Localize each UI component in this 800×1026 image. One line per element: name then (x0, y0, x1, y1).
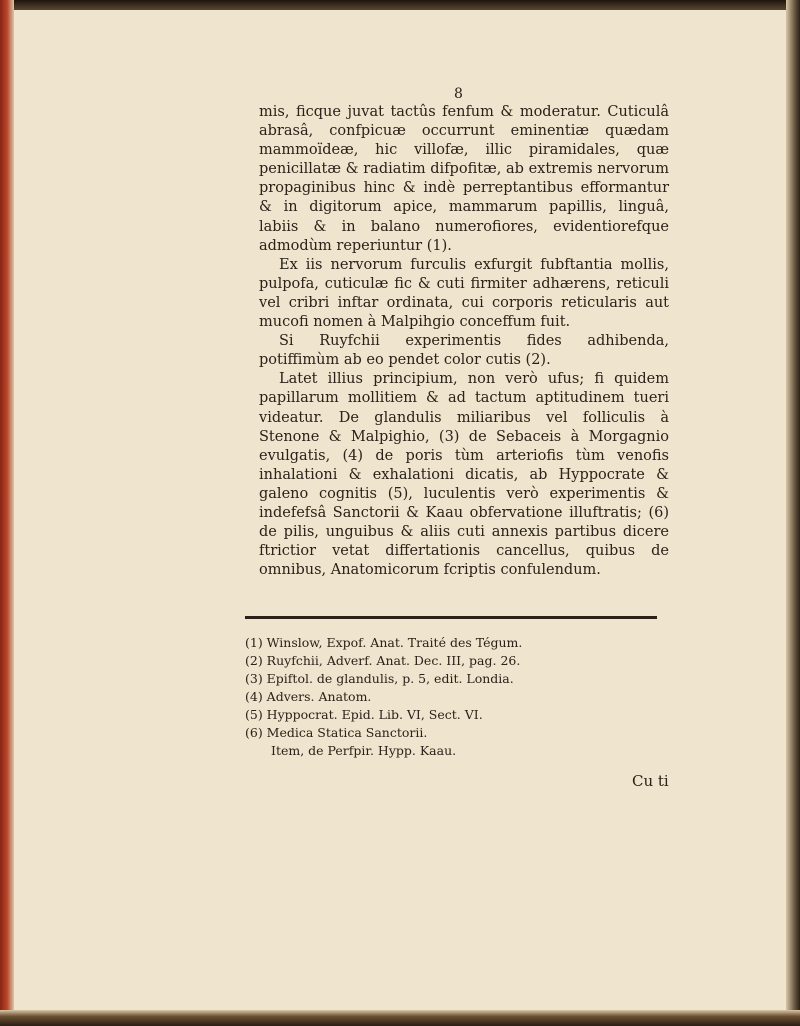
footnote-5: (5) Hyppocrat. Epid. Lib. VI, Sect. VI. (245, 707, 483, 722)
footnote-2: (2) Ruyfchii, Adverf. Anat. Dec. III, pag. 26. (245, 653, 521, 668)
main-text (259, 103, 669, 580)
footnotes (245, 634, 675, 760)
page-edge-left (0, 0, 14, 1026)
footnote-4: (4) Advers. Anatom. (245, 689, 372, 704)
page-edge-right (786, 0, 800, 1026)
page-edge-bottom (0, 1010, 800, 1026)
paragraph-1: mis, ficque juvat tactûs fenfum & moderatur. Cuticulâ abrasâ, confpicuæ occurrunt eminentiæ quædam mammoïdeæ, hic villofæ, illic piramidales, quæ penicillatæ & radiatim difpofitæ, ab extremis nervorum propaginibus hinc & indè perreptantibus efformantur & in digitorum apice, mammarum papillis, linguâ, labiis & in balano numerofiores, evidentiorefque admodùm reperiuntur (1). (259, 104, 669, 254)
page-number: 8 (454, 86, 463, 102)
paragraph-4: Latet illius principium, non verò ufus; fi quidem papillarum mollitiem & ad tactum aptitudinem tueri videatur. De glandulis miliaribus vel folliculis à Stenone & Malpighio, (3) de Sebaceis à Morgagnio evulgatis, (4) de poris tùm arteriofis tùm venofis inhalationi & exhalationi dicatis, ab Hyppocrate & galeno cognitis (5), luculentis verò experimentis & indefefsâ Sanctorii & Kaau obfervatione illuftratis; (6) de pilis, unguibus & aliis cuti annexis partibus dicere ftrictior vetat differtationis cancellus, quibus de omnibus, Anatomicorum fcriptis confulendum. (259, 371, 669, 579)
paragraph-3: Si Ruyfchii experimentis fides adhibenda, potiffimùm ab eo pendet color cutis (2). (259, 333, 669, 369)
footnote-3: (3) Epiftol. de glandulis, p. 5, edit. Londia. (245, 671, 514, 686)
footnote-rule (245, 616, 657, 619)
paragraph-2: Ex iis nervorum furculis exfurgit fubftantia mollis, pulpofa, cuticulæ fic & cuti firmiter adhærens, reticuli vel cribri inftar ordinata, cui corporis reticularis aut mucofi nomen à Malpihgio conceffum fuit. (259, 256, 669, 331)
page-edge-top (0, 0, 800, 10)
footnote-1: (1) Winslow, Expof. Anat. Traité des Tégum. (245, 635, 523, 650)
catchword: Cu ti (632, 772, 669, 790)
footnote-6: (6) Medica Statica Sanctorii. (245, 725, 428, 740)
footnote-6-continuation: Item, de Perfpir. Hypp. Kaau. (271, 743, 457, 758)
